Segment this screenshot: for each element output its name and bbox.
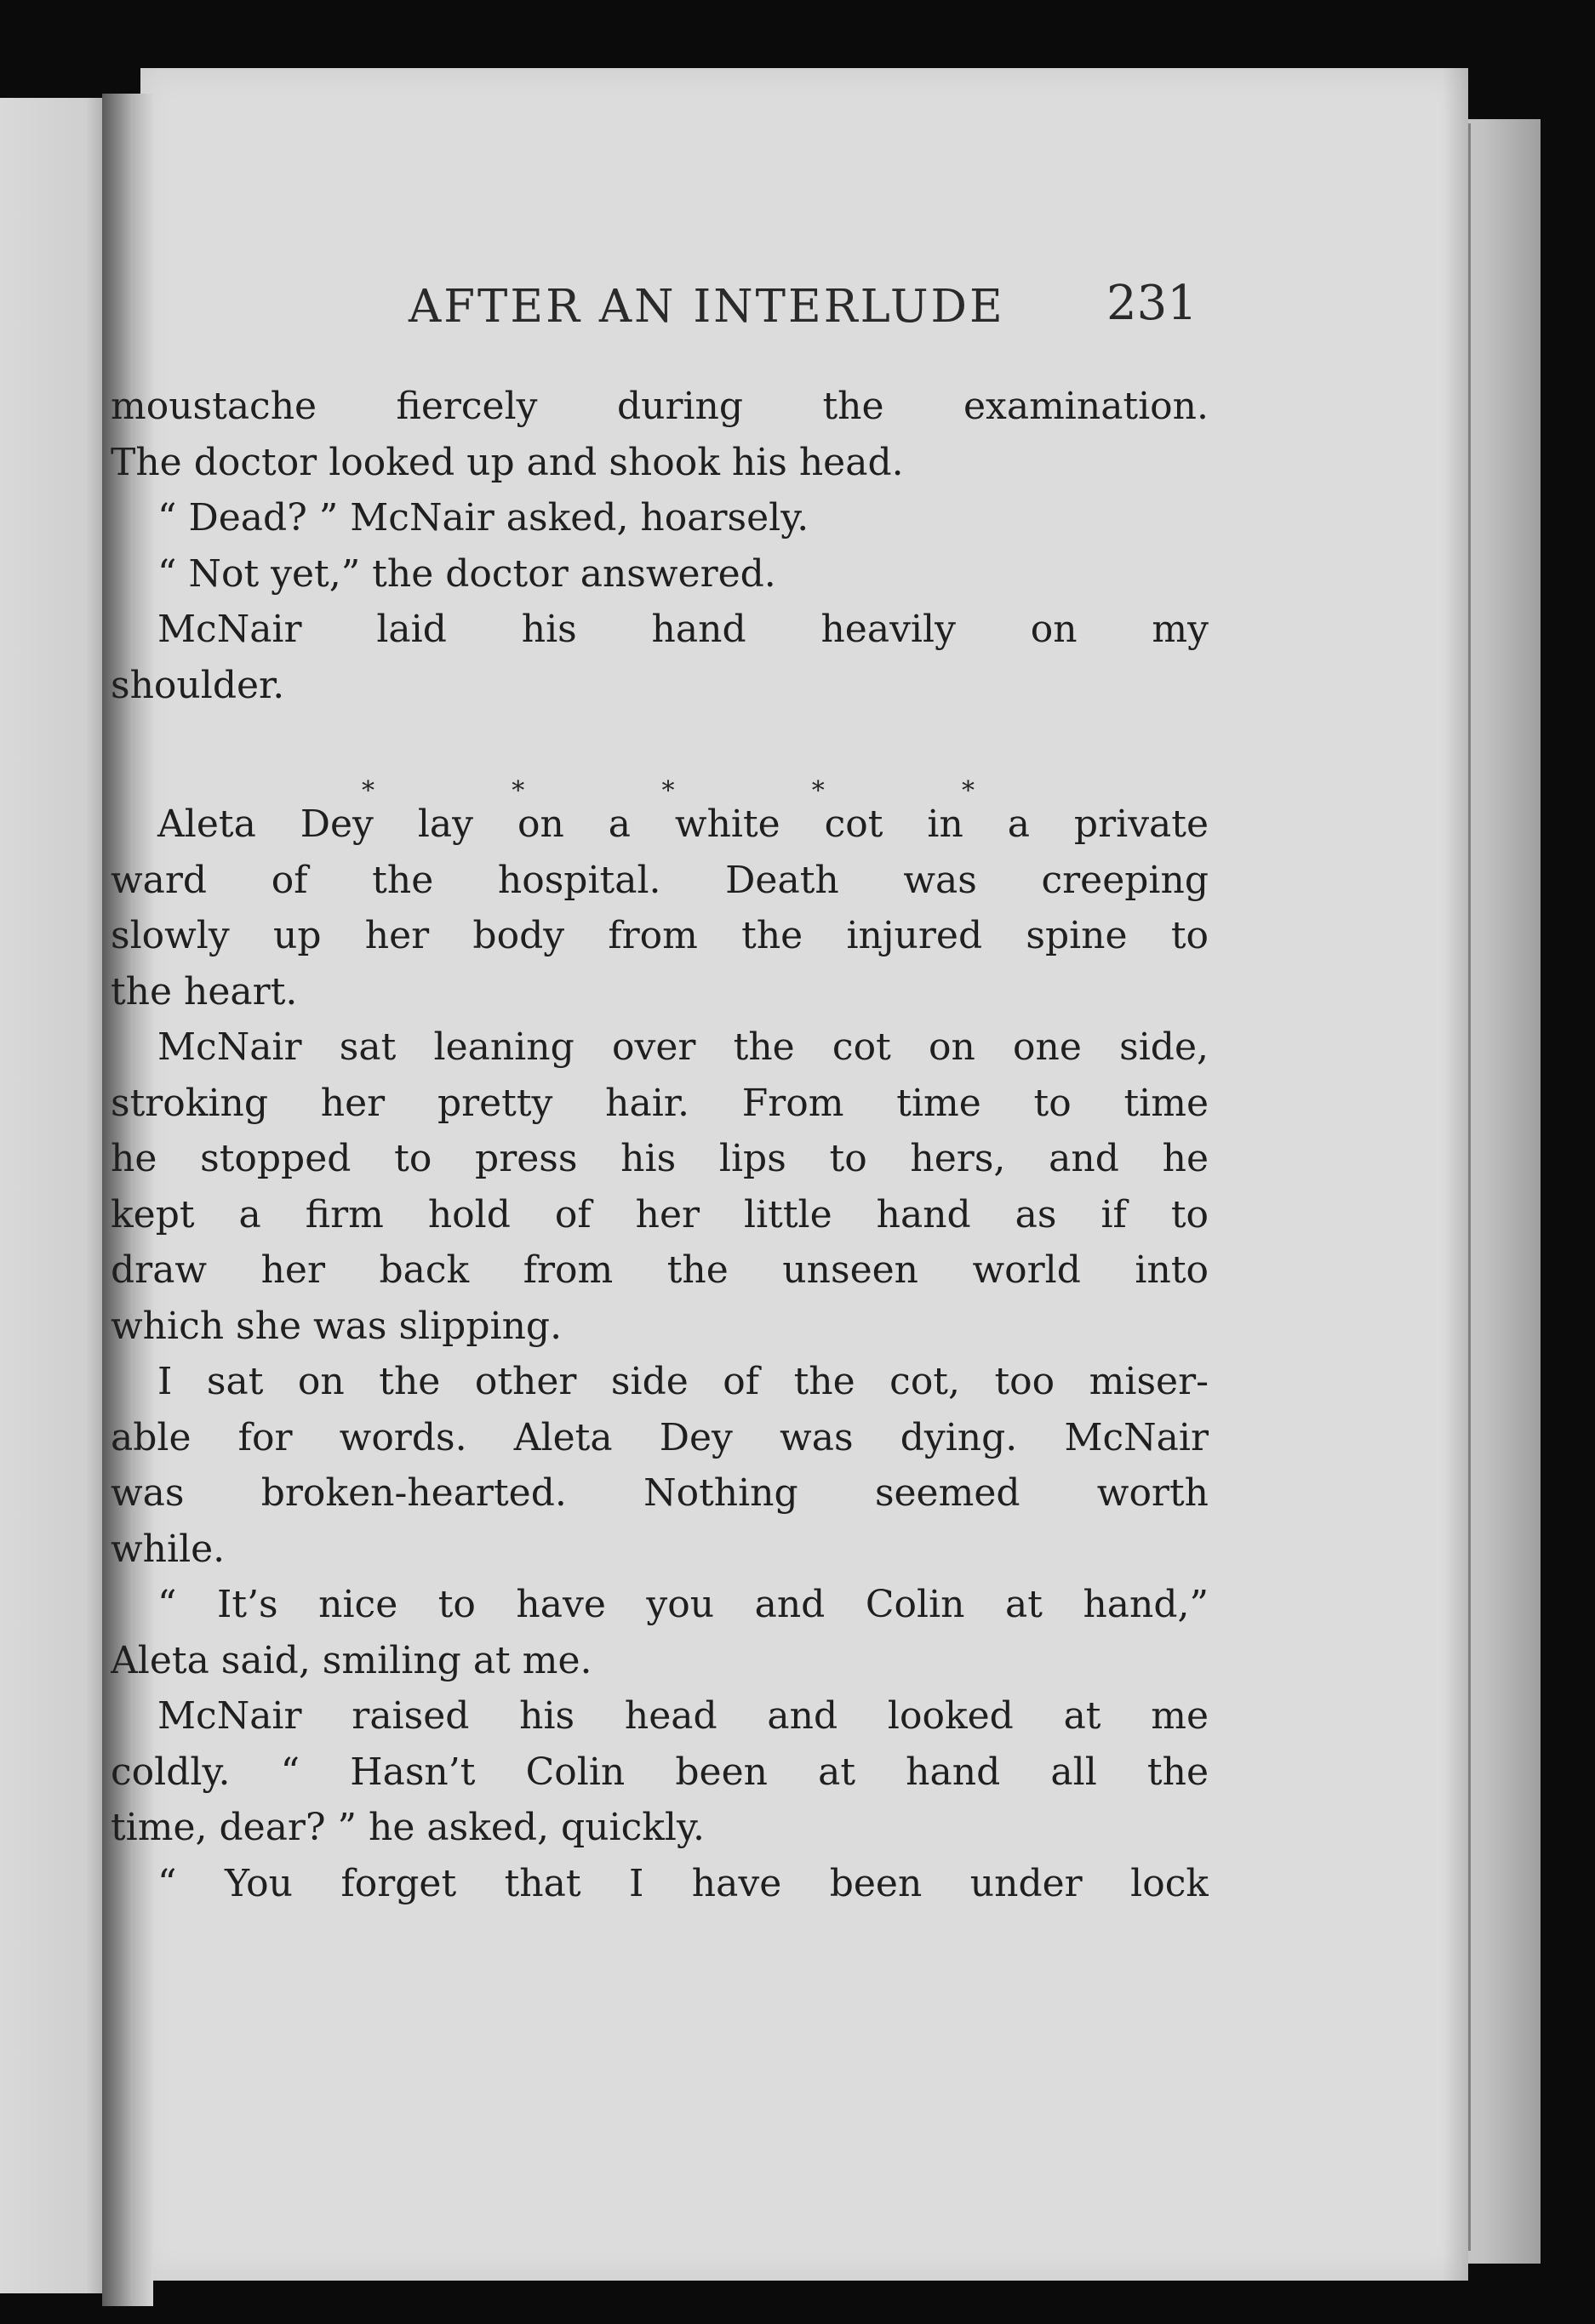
text-line: time, dear? ” he asked, quickly. [111,1806,705,1849]
separator-asterisk: * [962,776,975,806]
text-line: he stopped to press his lips to hers, and he [111,1137,1209,1180]
text-line: The doctor looked up and shook his head. [111,440,904,484]
separator-asterisk: * [512,776,525,806]
text-line: slowly up her body from the injured spine to [111,914,1209,957]
text-line: kept a firm hold of her little hand as if to [111,1192,1209,1236]
paragraph [111,1019,1209,1354]
running-title: AFTER AN INTERLUDE [409,281,1005,333]
text-block-after-break [111,797,1209,1911]
text-line: draw her back from the unseen world into [111,1248,1209,1292]
separator-asterisk: * [661,776,675,806]
text-line: while. [111,1527,226,1571]
text-line: stroking her pretty hair. From time to time [111,1081,1209,1125]
body-text [111,379,1209,1911]
text-line: ward of the hospital. Death was creeping [111,858,1209,902]
section-separator [362,776,975,810]
text-line: Aleta said, smiling at me. [111,1638,592,1682]
paragraph [111,602,1209,713]
paragraph [111,490,1209,546]
paragraph [111,1577,1209,1688]
paragraph [111,379,1209,490]
text-line: shoulder. [111,663,285,707]
text-line: was broken-hearted. Nothing seemed worth [111,1471,1209,1515]
text-line: moustache fiercely during the examination. [111,385,1209,428]
text-line: McNair laid his hand heavily on my [157,608,1209,651]
text-line: Aleta Dey lay on a white cot in a private [157,802,1209,846]
text-block-before-break [111,379,1209,713]
text-line: which she was slipping. [111,1304,563,1348]
text-line: able for words. Aleta Dey was dying. McNair [111,1415,1209,1459]
text-line: McNair sat leaning over the cot on one side, [157,1025,1209,1069]
paragraph [111,797,1209,1019]
paragraph [111,1688,1209,1856]
paragraph [111,1856,1209,1912]
text-line: coldly. “ Hasn’t Colin been at hand all the [111,1750,1209,1794]
text-line: “ Dead? ” McNair asked, hoarsely. [157,496,809,540]
page-number: 231 [1106,276,1198,331]
separator-asterisk: * [362,776,374,806]
page-edge-shadow [1443,68,1468,2281]
text-line: “ You forget that I have been under lock [157,1861,1209,1905]
text-line: McNair raised his head and looked at me [157,1694,1209,1738]
text-line: I sat on the other side of the cot, too miser- [157,1360,1209,1403]
separator-asterisk: * [811,776,825,806]
text-line: “ It’s nice to have you and Colin at hand,” [157,1583,1209,1626]
paragraph [111,1354,1209,1577]
page-header [264,274,1200,342]
text-line: the heart. [111,969,298,1014]
text-line: “ Not yet,” the doctor answered. [157,551,776,596]
paragraph [111,546,1209,602]
